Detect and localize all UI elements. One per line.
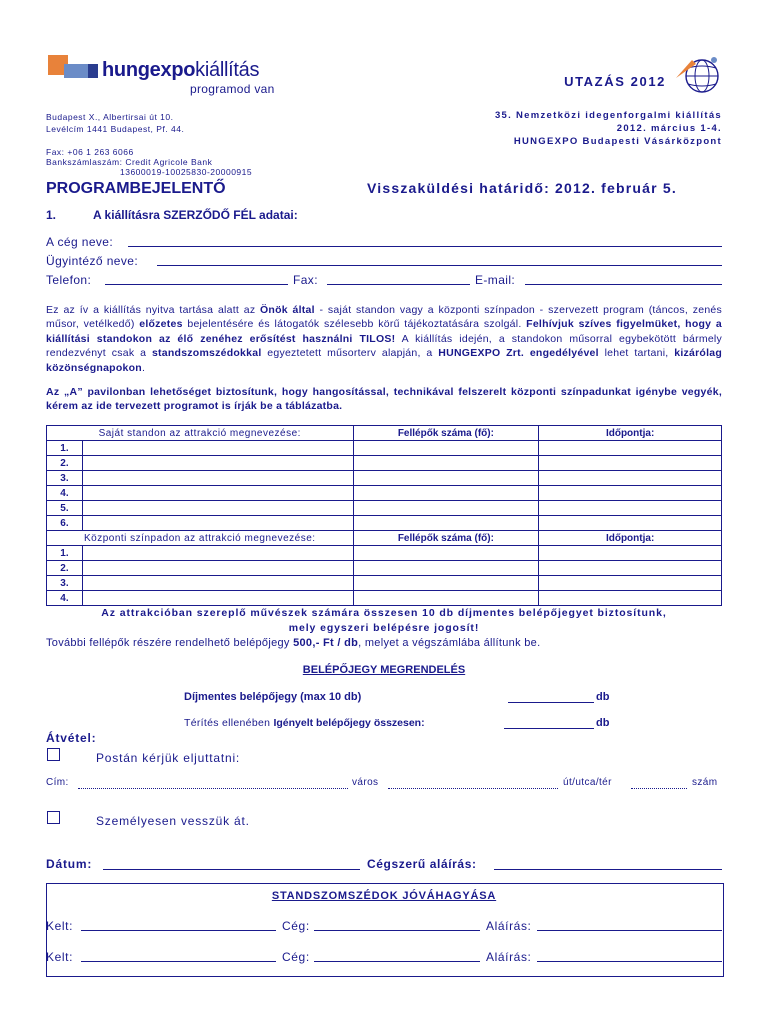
- company-label: Cég:: [282, 919, 310, 933]
- single-entry-note: mely egyszeri belépésre jogosít!: [288, 622, 480, 634]
- neighbor-signature-field[interactable]: [537, 930, 722, 931]
- table-row: [47, 456, 722, 471]
- row-number: 5.: [47, 501, 83, 516]
- paid-ticket-count-field[interactable]: [504, 728, 594, 729]
- time-cell[interactable]: [539, 591, 722, 606]
- city-field[interactable]: [388, 788, 558, 789]
- attraction-cell[interactable]: [82, 591, 353, 606]
- kelt-label: Kelt:: [46, 950, 74, 964]
- street-label: út/utca/tér: [563, 777, 612, 788]
- attraction-cell[interactable]: [82, 501, 353, 516]
- attraction-cell[interactable]: [82, 471, 353, 486]
- performers-cell[interactable]: [353, 561, 539, 576]
- address-line1: Budapest X., Albertirsai út 10.: [46, 112, 174, 122]
- company-field[interactable]: [314, 930, 480, 931]
- own-stand-header: Saját standon az attrakció megnevezése:: [47, 426, 354, 441]
- performers-cell[interactable]: [353, 576, 539, 591]
- postal-delivery-checkbox[interactable]: [47, 748, 60, 761]
- logo-brand-bold: hungexpo: [102, 59, 196, 81]
- performers-cell[interactable]: [353, 486, 539, 501]
- performers-header: Fellépők száma (fő):: [353, 426, 539, 441]
- globe-icon: [672, 52, 724, 96]
- performers-cell[interactable]: [353, 441, 539, 456]
- logo-square-light-blue: [64, 64, 88, 78]
- free-ticket-count-field[interactable]: [508, 702, 594, 703]
- date-label: Dátum:: [46, 857, 93, 871]
- table-row: [47, 516, 722, 531]
- email-field[interactable]: [525, 284, 722, 285]
- page-title: PROGRAMBEJELENTŐ: [46, 180, 226, 197]
- extra-tickets-note: További fellépők részére rendelhető belépőjegy 500,- Ft / db, melyet a végszámlába állítunk be.: [46, 637, 541, 649]
- time-cell[interactable]: [539, 516, 722, 531]
- bank-name: Bankszámlaszám: Credit Agricole Bank: [46, 157, 213, 167]
- row-number: 2.: [47, 456, 83, 471]
- performers-cell[interactable]: [353, 591, 539, 606]
- row-number: 1.: [47, 441, 83, 456]
- time-cell[interactable]: [539, 576, 722, 591]
- attraction-cell[interactable]: [82, 456, 353, 471]
- email-label: E-mail:: [475, 273, 516, 287]
- row-number: 6.: [47, 516, 83, 531]
- date-field[interactable]: [103, 869, 360, 870]
- central-stage-paragraph: Az „A” pavilonban lehetőséget biztosítunk, hogy hangosítással, technikával felszerelt központi színpadunkat igénybe vegyék, kérem az ide tervezett programot is írják be a táblázatba.: [46, 386, 722, 413]
- time-header: Időpontja:: [539, 531, 722, 546]
- table-row: [47, 486, 722, 501]
- attraction-cell[interactable]: [82, 516, 353, 531]
- performers-cell[interactable]: [353, 546, 539, 561]
- time-cell[interactable]: [539, 486, 722, 501]
- company-label: Cég:: [282, 950, 310, 964]
- free-ticket-label: Díjmentes belépőjegy (max 10 db): [184, 691, 362, 703]
- attraction-cell[interactable]: [82, 546, 353, 561]
- fax-number: Fax: +06 1 263 6066: [46, 147, 134, 157]
- receipt-title: Átvétel:: [46, 731, 97, 745]
- time-cell[interactable]: [539, 441, 722, 456]
- table-row: [47, 576, 722, 591]
- signature-field[interactable]: [494, 869, 722, 870]
- own-stand-header-row: [47, 426, 722, 441]
- phone-label: Telefon:: [46, 273, 92, 287]
- address-label: Cím:: [46, 777, 69, 788]
- logo-tagline: programod van: [190, 82, 275, 96]
- table-row: [47, 546, 722, 561]
- table-row: [47, 501, 722, 516]
- program-table: [46, 425, 722, 606]
- time-cell[interactable]: [539, 546, 722, 561]
- ticket-order-title: BELÉPŐJEGY MEGRENDELÉS: [302, 664, 466, 676]
- return-deadline: Visszaküldési határidő: 2012. február 5.: [367, 180, 677, 196]
- row-number: 1.: [47, 546, 83, 561]
- table-row: [47, 561, 722, 576]
- attraction-cell[interactable]: [82, 576, 353, 591]
- attraction-cell[interactable]: [82, 441, 353, 456]
- event-dates: 2012. március 1-4.: [616, 123, 722, 134]
- performers-cell[interactable]: [353, 471, 539, 486]
- company-field[interactable]: [314, 961, 480, 962]
- city-label: város: [352, 777, 379, 788]
- company-name-field[interactable]: [128, 246, 722, 247]
- number-label: szám: [692, 777, 718, 788]
- row-number: 2.: [47, 561, 83, 576]
- section-number: 1.: [46, 208, 57, 222]
- bank-account: 13600019-10025830-20000915: [120, 167, 253, 177]
- contact-name-field[interactable]: [157, 265, 722, 266]
- event-line1: 35. Nemzetközi idegenforgalmi kiállítás: [494, 110, 722, 121]
- performers-header: Fellépők száma (fő):: [353, 531, 539, 546]
- section-title: A kiállításra SZERZŐDŐ FÉL adatai:: [93, 208, 298, 222]
- event-title: UTAZÁS 2012: [564, 74, 666, 89]
- paid-ticket-label: Térítés ellenében Igényelt belépőjegy összesen:: [184, 717, 425, 729]
- row-number: 4.: [47, 591, 83, 606]
- table-row: [47, 441, 722, 456]
- contact-name-label: Ügyintéző neve:: [46, 254, 139, 268]
- company-name-label: A cég neve:: [46, 235, 114, 249]
- logo-brand-light: kiállítás: [195, 59, 260, 81]
- table-row: [47, 471, 722, 486]
- fax-label: Fax:: [293, 273, 318, 287]
- free-ticket-unit: db: [596, 691, 610, 703]
- table-row: [47, 591, 722, 606]
- central-stage-header-row: [47, 531, 722, 546]
- kelt-field[interactable]: [81, 961, 276, 962]
- personal-pickup-checkbox[interactable]: [47, 811, 60, 824]
- performers-cell[interactable]: [353, 516, 539, 531]
- address-field[interactable]: [78, 788, 348, 789]
- time-cell[interactable]: [539, 456, 722, 471]
- performers-cell[interactable]: [353, 456, 539, 471]
- street-field[interactable]: [631, 788, 687, 789]
- phone-field[interactable]: [105, 284, 288, 285]
- kelt-field[interactable]: [81, 930, 276, 931]
- address-line2: Levélcím 1441 Budapest, Pf. 44.: [46, 124, 185, 134]
- time-cell[interactable]: [539, 471, 722, 486]
- intro-paragraph: Ez az ív a kiállítás nyitva tartása alatt az Önök által - saját standon vagy a központi színpadon - szervezett program (táncos, zenés műsor, vetélkedő) előzetes bejelentésére és látogatók szélesebb körű tájékoztatására szolgál. Felhívjuk szíves figyelmüket, hogy a kiállítási standokon az élő zenéhez erősítést használni TILOS! A kiállítás idején, a standokon műsorral egybekötött bármely rendezvényt csak a standszomszédokkal egyeztetett műsorterv alapján, a HUNGEXPO Zrt. engedélyével lehet tartani, kizárólag közönségnapokon.: [46, 304, 723, 374]
- signature-label-neighbor: Aláírás:: [486, 919, 532, 933]
- logo-wordmark: [102, 59, 259, 82]
- row-number: 3.: [47, 471, 83, 486]
- personal-pickup-label: Személyesen vesszük át.: [96, 814, 250, 828]
- paid-ticket-unit: db: [596, 717, 610, 729]
- central-stage-header: Központi színpadon az attrakció megnevezése:: [47, 531, 354, 546]
- signature-label: Cégszerű aláírás:: [367, 857, 477, 871]
- neighbor-signature-field[interactable]: [537, 961, 722, 962]
- performers-cell[interactable]: [353, 501, 539, 516]
- attraction-cell[interactable]: [82, 486, 353, 501]
- neighbors-approval-title: STANDSZOMSZÉDOK JÓVÁHAGYÁSA: [271, 890, 497, 902]
- logo-square-dark-blue: [88, 64, 98, 78]
- postal-delivery-label: Postán kérjük eljuttatni:: [96, 751, 241, 765]
- signature-label-neighbor: Aláírás:: [486, 950, 532, 964]
- event-venue: HUNGEXPO Budapesti Vásárközpont: [513, 136, 722, 147]
- time-cell[interactable]: [539, 501, 722, 516]
- row-number: 3.: [47, 576, 83, 591]
- attraction-cell[interactable]: [82, 561, 353, 576]
- free-tickets-note: Az attrakcióban szereplő művészek számára összesen 10 db díjmentes belépőjegyet biztosítunk,: [101, 607, 667, 619]
- time-cell[interactable]: [539, 561, 722, 576]
- row-number: 4.: [47, 486, 83, 501]
- fax-field[interactable]: [327, 284, 470, 285]
- time-header: Időpontja:: [539, 426, 722, 441]
- kelt-label: Kelt:: [46, 919, 74, 933]
